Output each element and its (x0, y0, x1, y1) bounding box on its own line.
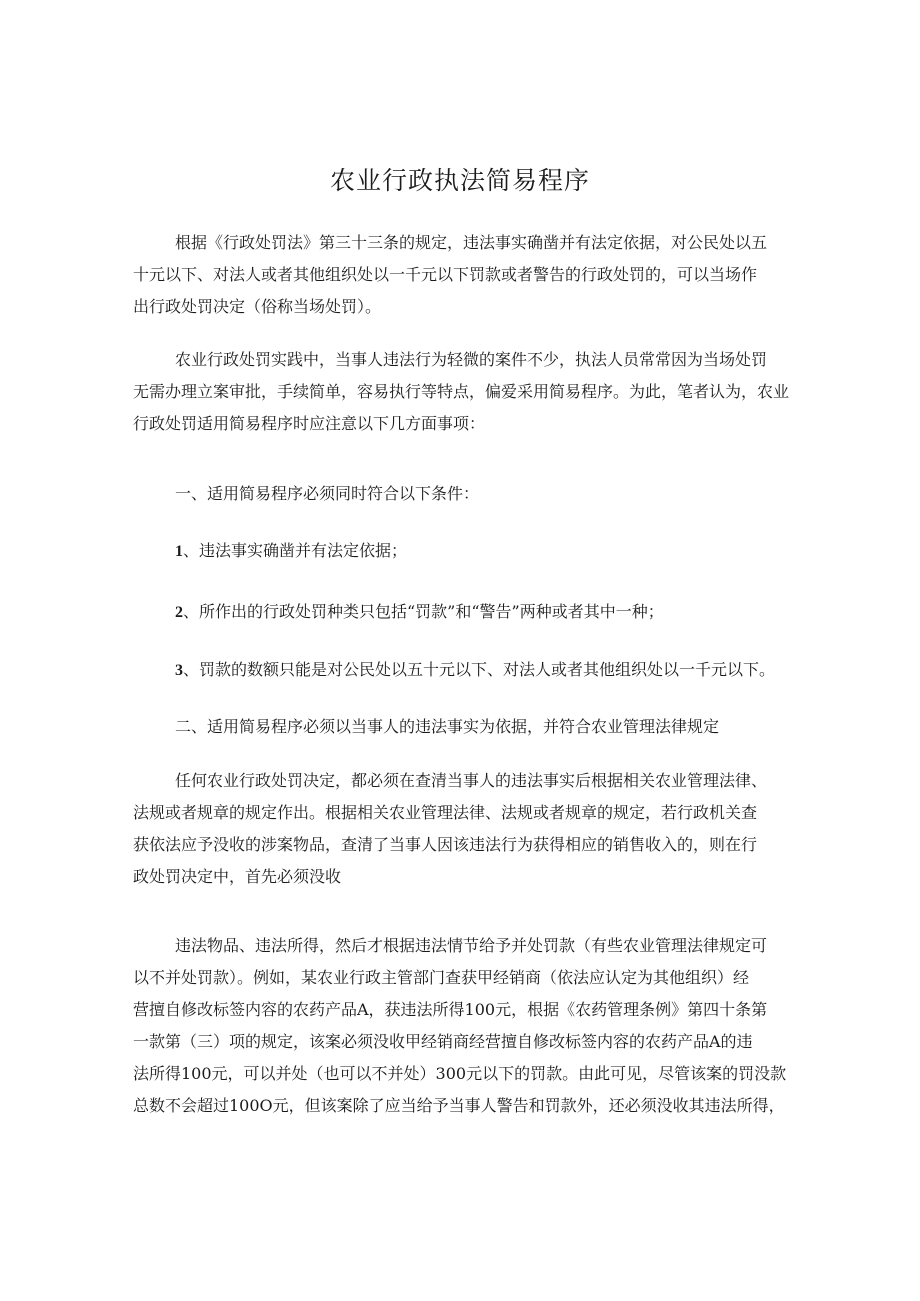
paragraph-line: 任何农业行政处罚决定，都必须在查清当事人的违法事实后根据相关农业管理法律、 (175, 771, 768, 790)
paragraph-line: 法规或者规章的规定作出。根据相关农业管理法律、法规或者规章的规定，若行政机关查 (133, 803, 758, 822)
paragraph-line (133, 535, 793, 567)
paragraph (133, 930, 793, 1122)
paragraph-line: 无需办理立案审批，手续简单，容易执行等特点，偏爱采用简易程序。为此，笔者认为，农业 (133, 382, 790, 401)
paragraph-line (133, 596, 793, 628)
section-heading (133, 711, 793, 743)
list-item (133, 535, 793, 567)
paragraph-line: 获依法应予没收的涉案物品，查清了当事人因该违法行为获得相应的销售收入的，则在行 (133, 835, 758, 854)
paragraph-line: 一款第（三）项的规定，该案必须没收甲经销商经营擅自修改标签内容的农药产品A的违 (133, 1032, 753, 1051)
paragraph-line: 根据《行政处罚法》第三十三条的规定，违法事实确凿并有法定依据，对公民处以五 (175, 233, 768, 252)
section-heading (133, 478, 793, 510)
item-number: 1 (175, 543, 183, 560)
paragraph-line: 一、适用简易程序必须同时符合以下条件： (175, 484, 480, 503)
paragraph (133, 765, 793, 893)
paragraph-line: 行政处罚适用简易程序时应注意以下几方面事项： (133, 414, 486, 433)
list-item (133, 654, 793, 686)
paragraph (133, 344, 793, 440)
paragraph-line: 农业行政处罚实践中，当事人违法行为轻微的案件不少，执法人员常常因为当场处罚 (175, 350, 768, 369)
item-text: 、罚款的数额只能是对公民处以五十元以下、对法人或者其他组织处以一千元以下。 (183, 660, 776, 679)
item-text: 、所作出的行政处罚种类只包括“罚款”和“警告”两种或者其中一种； (183, 602, 664, 621)
document-title: 农业行政执法简易程序 (329, 166, 590, 195)
paragraph-line: 政处罚决定中，首先必须没收 (133, 867, 342, 886)
item-number: 3 (175, 662, 183, 679)
paragraph-line: 法所得100元，可以并处（也可以不并处）300元以下的罚款。由此可见，尽管该案的罚没款 (133, 1064, 787, 1083)
paragraph-line: 十元以下、对法人或者其他组织处以一千元以下罚款或者警告的行政处罚的，可以当场作 (133, 265, 758, 284)
paragraph-line: 总数不会超过100O元，但该案除了应当给予当事人警告和罚款外，还必须没收其违法所得， (133, 1096, 785, 1115)
paragraph-line: 营擅自修改标签内容的农药产品A，获违法所得100元，根据《农药管理条例》第四十条第 (133, 1000, 768, 1019)
list-item (133, 596, 793, 628)
paragraph-line: 以不并处罚款）。例如，某农业行政主管部门查获甲经销商（依法应认定为其他组织）经 (133, 968, 750, 987)
paragraph-line: 违法物品、违法所得，然后才根据违法情节给予并处罚款（有些农业管理法律规定可 (175, 936, 768, 955)
paragraph (133, 227, 793, 323)
item-number: 2 (175, 604, 183, 621)
paragraph-line: 二、适用简易程序必须以当事人的违法事实为依据，并符合农业管理法律规定 (175, 717, 720, 736)
item-text: 、违法事实确凿并有法定依据； (183, 541, 408, 560)
paragraph-line: 出行政处罚决定（俗称当场处罚）。 (133, 297, 382, 316)
paragraph-line (133, 654, 793, 686)
